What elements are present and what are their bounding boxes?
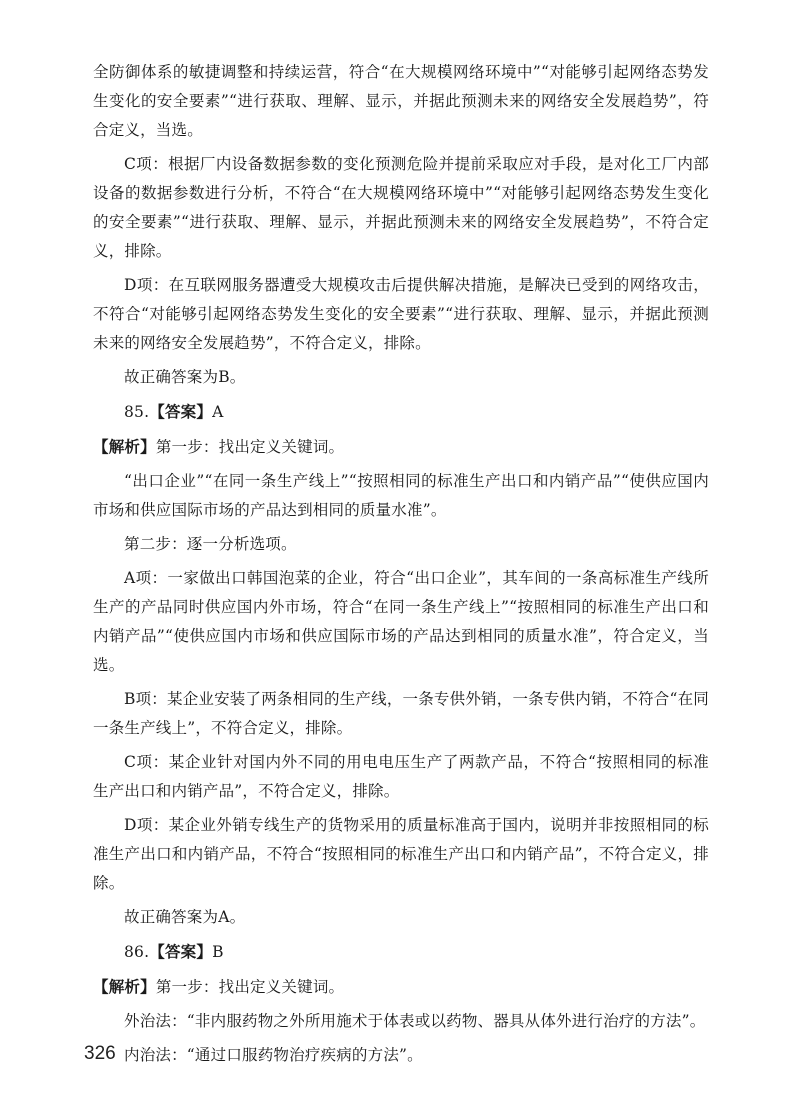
body-paragraph: 内治法：“通过口服药物治疗疾病的方法”。 bbox=[124, 1046, 423, 1064]
body-paragraph: 第二步：逐一分析选项。 bbox=[124, 535, 297, 553]
analysis-label: 【解析】 bbox=[93, 977, 156, 996]
body-paragraph: 外治法：“非内服药物之外所用施术于体表或以药物、器具从体外进行治疗的方法”。 bbox=[124, 1012, 706, 1030]
answer-value: B bbox=[212, 943, 224, 961]
body-paragraph: 故正确答案为B。 bbox=[124, 368, 246, 386]
body-paragraph: A项：一家做出口韩国泡菜的企业，符合“出口企业”，其车间的一条高标准生产线所生产的产品同时供应国内外市场，符合“在同一条生产线上”“按照相同的标准生产出口和内销产品”“使供应国内市场和供应国际市场的产品达到相同的质量水准”，符合定义，当选。 bbox=[93, 569, 709, 674]
answer-label: 【答案】 bbox=[149, 942, 213, 961]
body-paragraph: C项：某企业针对国内外不同的用电电压生产了两款产品，不符合“按照相同的标准生产出口和内销产品”，不符合定义，排除。 bbox=[93, 753, 709, 800]
analysis-label: 【解析】 bbox=[93, 437, 156, 456]
analysis-line bbox=[93, 972, 709, 1002]
body-paragraph: “出口企业”“在同一条生产线上”“按照相同的标准生产出口和内销产品”“使供应国内市场和供应国际市场的产品达到相同的质量水准”。 bbox=[93, 472, 709, 519]
body-paragraph: D项：在互联网服务器遭受大规模攻击后提供解决措施，是解决已受到的网络攻击，不符合“对能够引起网络态势发生变化的安全要素”“进行获取、理解、显示，并据此预测未来的网络安全发展趋势”，不符合定义，排除。 bbox=[93, 276, 709, 352]
answer-line bbox=[93, 397, 709, 427]
analysis-text: 第一步：找出定义关键词。 bbox=[155, 438, 345, 456]
analysis-line bbox=[93, 432, 709, 462]
answer-label: 【答案】 bbox=[149, 402, 213, 421]
answer-line bbox=[93, 937, 709, 967]
body-paragraph: B项：某企业安装了两条相同的生产线，一条专供外销，一条专供内销，不符合“在同一条生产线上”，不符合定义，排除。 bbox=[93, 690, 709, 737]
answer-value: A bbox=[212, 403, 224, 421]
question-number: 86. bbox=[124, 943, 150, 961]
body-paragraph: 全防御体系的敏捷调整和持续运营，符合“在大规模网络环境中”“对能够引起网络态势发生变化的安全要素”“进行获取、理解、显示，并据此预测未来的网络安全发展趋势”，符合定义，当选。 bbox=[93, 63, 709, 139]
question-number: 85. bbox=[124, 403, 150, 421]
body-paragraph: C项：根据厂内设备数据参数的变化预测危险并提前采取应对手段，是对化工厂内部设备的数据参数进行分析，不符合“在大规模网络环境中”“对能够引起网络态势发生变化的安全要素”“进行获取、理解、显示，并据此预测未来的网络安全发展趋势”，不符合定义，排除。 bbox=[93, 155, 709, 260]
body-paragraph: D项：某企业外销专线生产的货物采用的质量标准高于国内，说明并非按照相同的标准生产出口和内销产品，不符合“按照相同的标准生产出口和内销产品”，不符合定义，排除。 bbox=[93, 816, 709, 892]
analysis-text: 第一步：找出定义关键词。 bbox=[155, 978, 345, 996]
body-text bbox=[93, 58, 709, 1075]
body-paragraph: 故正确答案为A。 bbox=[124, 908, 246, 926]
page-number: 326 bbox=[84, 1043, 116, 1064]
